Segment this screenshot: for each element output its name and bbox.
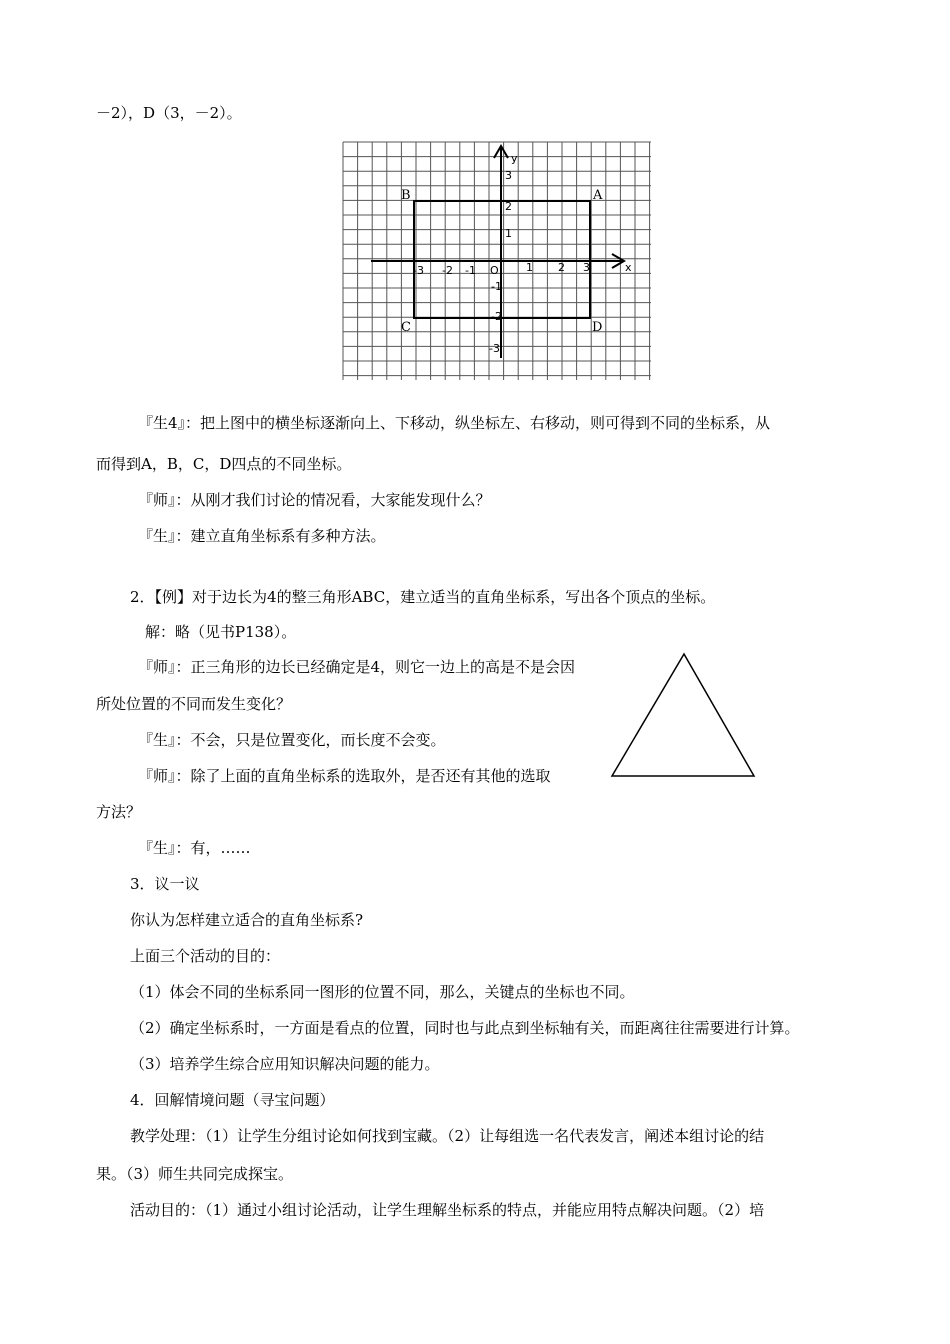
y-tick-label: -3 — [489, 342, 500, 355]
x-tick-label: 2 — [558, 261, 565, 274]
x-tick-label: 1 — [526, 261, 533, 274]
x-axis-label: x — [625, 261, 632, 274]
text-line: 教学处理：（1）让学生分组讨论如何找到宝藏。（2）让每组选一名代表发言，阐述本组讨论的结 — [130, 1127, 765, 1145]
y-tick-label: 1 — [505, 227, 512, 240]
text-line: 『师』：从刚才我们讨论的情况看，大家能发现什么？ — [138, 491, 491, 509]
point-label-d: D — [592, 320, 603, 335]
text-line: 方法？ — [96, 803, 142, 821]
x-tick-label: -3 — [413, 264, 424, 277]
y-tick-label: 3 — [505, 169, 512, 182]
point-label-c: C — [401, 320, 411, 335]
text-line: （3）培养学生综合应用知识解决问题的能力。 — [130, 1055, 440, 1073]
x-tick-label: -1 — [465, 264, 476, 277]
origin-label: O — [490, 264, 499, 277]
x-tick-label: 3 — [583, 261, 590, 274]
x-tick-label: -2 — [442, 264, 453, 277]
text-line: 解：略（见书P138）。 — [145, 623, 297, 641]
text-line: 3．议一议 — [130, 875, 200, 893]
text-line: 『师』：除了上面的直角坐标系的选取外，是否还有其他的选取 — [138, 767, 551, 785]
text-line: 你认为怎样建立适合的直角坐标系? — [130, 911, 364, 929]
text-line: －2），D（3，－2）。 — [96, 104, 242, 122]
point-label-b: B — [401, 188, 411, 203]
y-axis-label: y — [511, 152, 518, 165]
point-label-a: A — [593, 188, 603, 203]
coordinate-grid-figure — [341, 140, 653, 382]
text-line: 所处位置的不同而发生变化？ — [96, 695, 292, 713]
text-line: 『生』：不会，只是位置变化，而长度不会变。 — [138, 731, 446, 749]
text-line: 『生』：建立直角坐标系有多种方法。 — [138, 527, 386, 545]
text-line: 『师』：正三角形的边长已经确定是4，则它一边上的高是不是会因 — [138, 658, 576, 676]
text-line: （2）确定坐标系时，一方面是看点的位置，同时也与此点到坐标轴有关，而距离往往需要进行计算。 — [130, 1019, 800, 1037]
text-line: 而得到A，B，C，D四点的不同坐标。 — [96, 455, 352, 473]
y-tick-label: -1 — [491, 280, 502, 293]
text-line: 『生』：有，…… — [138, 839, 251, 857]
text-line: （1）体会不同的坐标系同一图形的位置不同，那么，关键点的坐标也不同。 — [130, 983, 635, 1001]
y-tick-label: 2 — [505, 200, 512, 213]
text-line: 2．【例】对于边长为4的整三角形ABC，建立适当的直角坐标系，写出各个顶点的坐标。 — [130, 588, 716, 606]
text-line: 4．回解情境问题（寻宝问题） — [130, 1091, 335, 1109]
triangle-figure — [608, 650, 758, 780]
text-line: 『生4』：把上图中的横坐标逐渐向上、下移动，纵坐标左、右移动，则可得到不同的坐标系，从 — [138, 414, 771, 432]
text-line: 上面三个活动的目的： — [130, 947, 281, 965]
text-line: 果。（3）师生共同完成探宝。 — [96, 1165, 294, 1183]
y-tick-label: -2 — [491, 310, 502, 323]
text-line: 活动目的：（1）通过小组讨论活动，让学生理解坐标系的特点，并能应用特点解决问题。（2）培 — [130, 1201, 765, 1219]
